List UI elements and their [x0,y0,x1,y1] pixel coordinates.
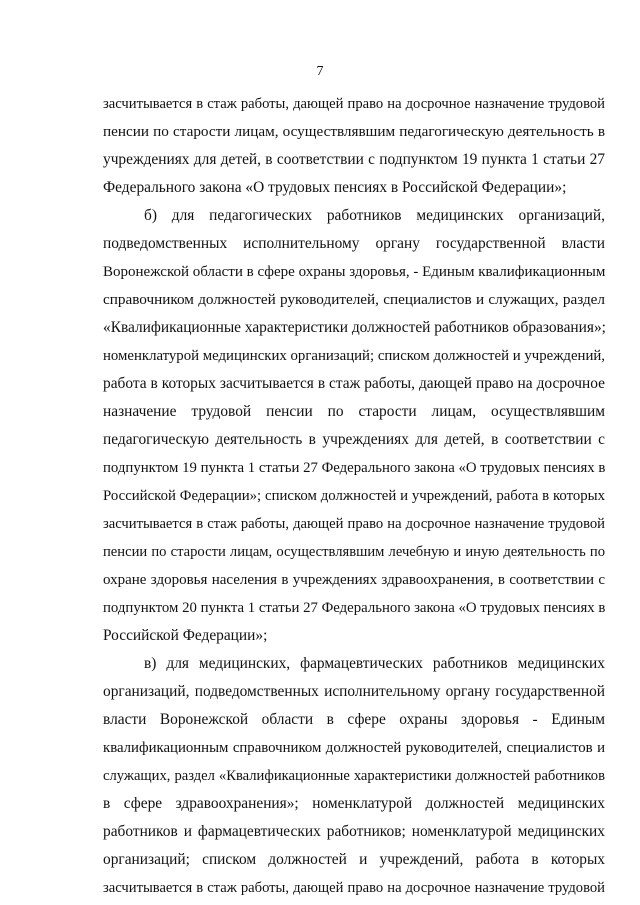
text-line: власти Воронежской области в сфере охраны здоровья - Единым [103,711,605,728]
paragraph-b-first-line: б) для педагогических работников медицинских организаций, [144,207,605,224]
text-line: Российской Федерации»; [103,627,268,644]
text-line: работа в которых засчитывается в стаж работы, дающей право на досрочное [103,375,605,392]
text-line: подведомственных исполнительному органу государственной власти [103,235,605,252]
text-line: работников и фармацевтических работников; номенклатурой медицинских [103,823,605,840]
text-line: засчитывается в стаж работы, дающей право на досрочное назначение трудовой [103,880,605,896]
text-line: Российской Федерации»; списком должностей и учреждений, работа в которых [103,488,605,504]
text-line: «Квалификационные характеристики должностей работников образования»; [103,319,606,336]
text-line: охране здоровья населения в учреждениях здравоохранения, в соответствии с [103,572,605,588]
text-line: педагогическую деятельность в учреждениях для детей, в соответствии с [103,431,605,448]
text-line: квалификационным справочником должностей руководителей, специалистов и [103,740,605,756]
text-line: пенсии по старости лицам, осуществлявшим лечебную и иную деятельность по [103,544,605,560]
text-line: Федерального закона «О трудовых пенсиях в Российской Федерации»; [103,179,567,196]
text-line: организаций; списком должностей и учреждений, работа в которых [103,851,605,868]
text-line: засчитывается в стаж работы, дающей право на досрочное назначение трудовой [103,516,605,532]
text-line: справочником должностей руководителей, специалистов и служащих, раздел [103,291,605,308]
text-line: засчитывается в стаж работы, дающей право на досрочное назначение трудовой [103,96,605,112]
text-line: служащих, раздел «Квалификационные характеристики должностей работников [103,768,605,784]
text-line: пенсии по старости лицам, осуществлявшим педагогическую деятельность в [103,123,605,140]
page-number: 7 [316,64,324,79]
text-line: подпунктом 20 пункта 1 статьи 27 Федерального закона «О трудовых пенсиях в [103,600,606,616]
text-line: назначение трудовой пенсии по старости лицам, осуществлявшим [103,403,605,420]
paragraph-v-first-line: в) для медицинских, фармацевтических работников медицинских [144,655,605,672]
text-line: учреждениях для детей, в соответствии с подпунктом 19 пункта 1 статьи 27 [103,151,605,168]
text-line: в сфере здравоохранения»; номенклатурой должностей медицинских [103,795,605,812]
text-line: подпунктом 19 пункта 1 статьи 27 Федерального закона «О трудовых пенсиях в [103,460,606,476]
text-line: номенклатурой медицинских организаций; списком должностей и учреждений, [103,348,605,364]
text-line: организаций, подведомственных исполнительному органу государственной [103,683,605,700]
text-line: Воронежской области в сфере охраны здоровья, - Единым квалификационным [103,264,606,280]
